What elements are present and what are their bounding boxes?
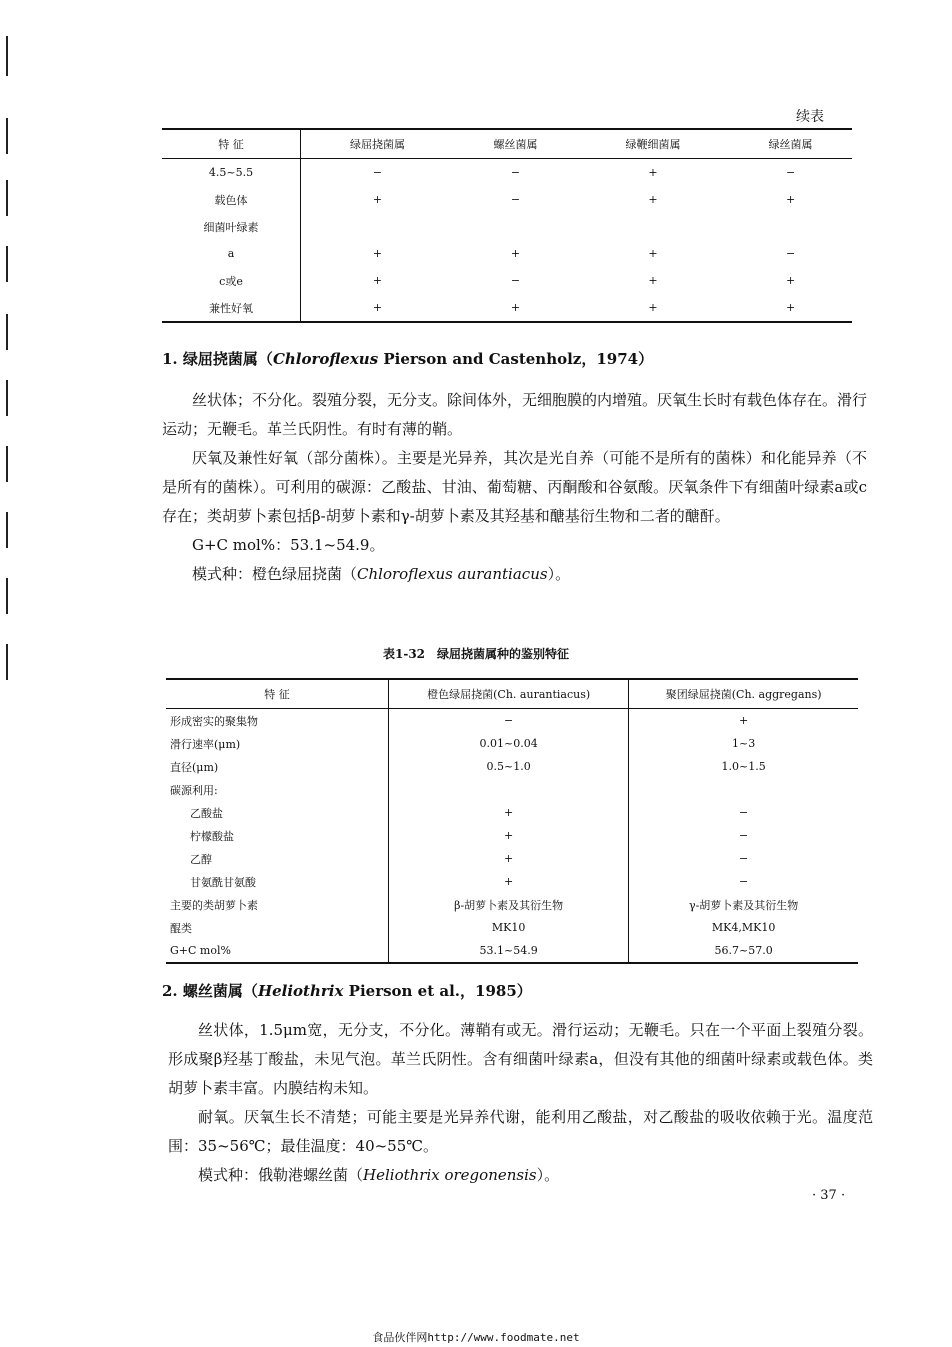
section-title-latin: Chloroflexus [272,350,379,368]
paragraph: G+C mol%：53.1~54.9。 [192,536,385,554]
cell: + [729,294,852,322]
type-species-label: 模式种：俄勒港螺丝菌（ [198,1166,364,1184]
section-body [162,386,867,589]
table-row [162,240,852,267]
column-header: 特 征 [166,679,389,709]
cell: − [372,166,383,179]
scan-edge-mark [6,512,8,548]
table-row [166,778,858,801]
continued-label: 续表 [796,109,824,125]
table-row [166,916,858,939]
row-label: 乙酸盐 [166,801,389,824]
table-row [166,893,858,916]
cell-aurantiacus: + [389,801,629,824]
cell-aurantiacus: − [389,709,629,733]
table-row [166,732,858,755]
cell-aurantiacus [389,778,629,801]
row-label: c或e [162,267,301,294]
cell [577,213,729,240]
row-label: 甘氨酰甘氨酸 [166,870,389,893]
cell: + [648,274,658,287]
cell-aurantiacus: 0.01~0.04 [389,732,629,755]
cell: + [301,294,455,322]
section-number: 1. [162,350,178,368]
cell: − [785,166,796,179]
cell [729,213,852,240]
cell: + [372,193,383,206]
table-row [166,847,858,870]
cell-aurantiacus: β-胡萝卜素及其衍生物 [389,893,629,916]
column-header: 绿丝菌属 [729,129,852,159]
section-title-author: Pierson et al.，1985 [348,982,517,1000]
cell-aggregans: + [739,714,749,727]
row-label: 形成密实的聚集物 [166,709,389,733]
table-header-row [162,129,852,159]
row-label: 乙醇 [166,847,389,870]
cell: + [454,294,577,322]
section-title-cn: 螺丝菌属 [182,982,243,1000]
cell-aggregans [629,778,858,801]
paragraph: 丝状体；不分化。裂殖分裂，无分支。除间体外，无细胞膜的内增殖。厌氧生长时有载色体存在。滑行运动；无鞭毛。革兰氏阴性。有时有薄的鞘。 [162,391,868,438]
type-species-label: 模式种：橙色绿屈挠菌（ [192,565,358,583]
cell: + [785,274,796,287]
cell-aurantiacus: + [389,870,629,893]
cell-aurantiacus: 53.1~54.9 [389,939,629,963]
cell: + [785,193,796,206]
cell-aggregans: 1.0~1.5 [721,760,766,773]
cell-aggregans: − [739,829,749,842]
scan-edge-mark [6,578,8,614]
cell: + [648,166,658,179]
column-header: 橙色绿屈挠菌(Ch. aurantiacus) [389,679,629,709]
scan-edge-mark [6,246,8,282]
column-header: 绿鞭细菌属 [577,129,729,159]
table-row [166,709,858,733]
type-species-end: ）。 [547,565,571,583]
cell [301,213,455,240]
cell-aggregans: 56.7~57.0 [629,939,858,963]
page-number: · 37 · [812,1188,846,1203]
cell-aggregans: − [739,852,749,865]
table-row [162,159,852,187]
scan-edge-mark [6,314,8,350]
cell: + [577,294,729,322]
row-label: G+C mol% [166,939,389,963]
section-title-cn: 绿屈挠菌属 [182,350,258,368]
table-row [166,870,858,893]
cell: + [510,247,521,260]
table-row [166,801,858,824]
table-row [166,755,858,778]
cell: − [510,166,521,179]
type-species-latin: Heliothrix oregonensis [363,1166,537,1184]
cell: + [648,193,658,206]
table-header-row [166,679,858,709]
row-label: 醌类 [166,916,389,939]
cell-aggregans: 1~3 [732,737,756,750]
cell-aurantiacus: MK10 [389,916,629,939]
cell-aggregans: − [739,875,749,888]
table-row [162,186,852,213]
paragraph: 耐氧。厌氧生长不清楚；可能主要是光异养代谢，能利用乙酸盐，对乙酸盐的吸收依赖于光。温度范围：35~56℃；最佳温度：40~55℃。 [168,1108,873,1155]
scan-edge-mark [6,36,8,76]
scan-edge-mark [6,446,8,482]
row-label: a [162,240,301,267]
row-label: 载色体 [162,186,301,213]
section-number: 2. [162,982,178,1000]
row-label: 柠檬酸盐 [166,824,389,847]
scan-edge-mark [6,180,8,216]
paragraph: 厌氧及兼性好氧（部分菌株）。主要是光异养，其次是光自养（可能不是所有的菌株）和化能异养（不是所有的菌株）。可利用的碳源：乙酸盐、甘油、葡萄糖、丙酮酸和谷氨酸。厌氧条件下有细菌叶绿素a或c存在；类胡萝卜素包括β-胡萝卜素和γ-胡萝卜素及其羟基和醣基衍生物和二者的醣酐。 [162,449,867,525]
type-species-end: ）。 [536,1166,560,1184]
cell-aggregans: − [739,806,749,819]
section-title-author: Pierson and Castenholz，1974 [383,350,639,368]
table-row [166,824,858,847]
footer-watermark: 食品伙伴网http://www.foodmate.net [372,1331,580,1344]
paragraph: 丝状体，1.5μm宽，无分支，不分化。薄鞘有或无。滑行运动；无鞭毛。只在一个平面上裂殖分裂。形成聚β羟基丁酸盐，未见气泡。革兰氏阴性。含有细菌叶绿素a，但没有其他的细菌叶绿素或载色体。类胡萝卜素丰富。内膜结构未知。 [168,1021,873,1097]
cell-aggregans: γ-胡萝卜素及其衍生物 [689,898,799,912]
cell [454,213,577,240]
row-label: 4.5~5.5 [162,159,301,187]
table-caption: 表1-32 绿屈挠菌属种的鉴别特征 [382,647,570,661]
table-species-features [166,678,858,964]
cell: − [510,193,521,206]
table-row [162,267,852,294]
table-row [162,213,852,240]
cell: + [648,247,658,260]
table-continued [162,128,852,323]
cell: + [372,247,383,260]
cell-aggregans: MK4,MK10 [711,921,776,934]
column-header: 聚团绿屈挠菌(Ch. aggregans) [629,679,858,709]
column-header: 特 征 [162,129,301,159]
type-species [168,1161,873,1190]
type-species [162,560,867,589]
cell: − [785,247,796,260]
cell-aurantiacus: + [389,847,629,870]
section-heading: 1. 绿屈挠菌属（Chloroflexus Pierson and Castenholz，1974） [162,350,654,368]
table-row [166,939,858,963]
cell: − [510,274,521,287]
cell: + [372,274,383,287]
scan-edge-mark [6,380,8,416]
row-label: 主要的类胡萝卜素 [166,893,389,916]
cell-aurantiacus: + [389,824,629,847]
cell-aurantiacus: 0.5~1.0 [389,755,629,778]
row-label: 直径(μm) [166,755,389,778]
row-label: 细菌叶绿素 [162,213,301,240]
section-title-latin: Heliothrix [257,982,344,1000]
scan-edge-mark [6,118,8,154]
row-label: 兼性好氧 [162,294,301,322]
column-header: 绿屈挠菌属 [301,129,455,159]
row-label: 碳源利用: [166,778,389,801]
type-species-latin: Chloroflexus aurantiacus [357,565,548,583]
column-header: 螺丝菌属 [454,129,577,159]
row-label: 滑行速率(μm) [166,732,389,755]
section-body [168,1016,873,1190]
table-row [162,294,852,322]
section-heading: 2. 螺丝菌属（Heliothrix Pierson et al.，1985） [162,982,532,1000]
